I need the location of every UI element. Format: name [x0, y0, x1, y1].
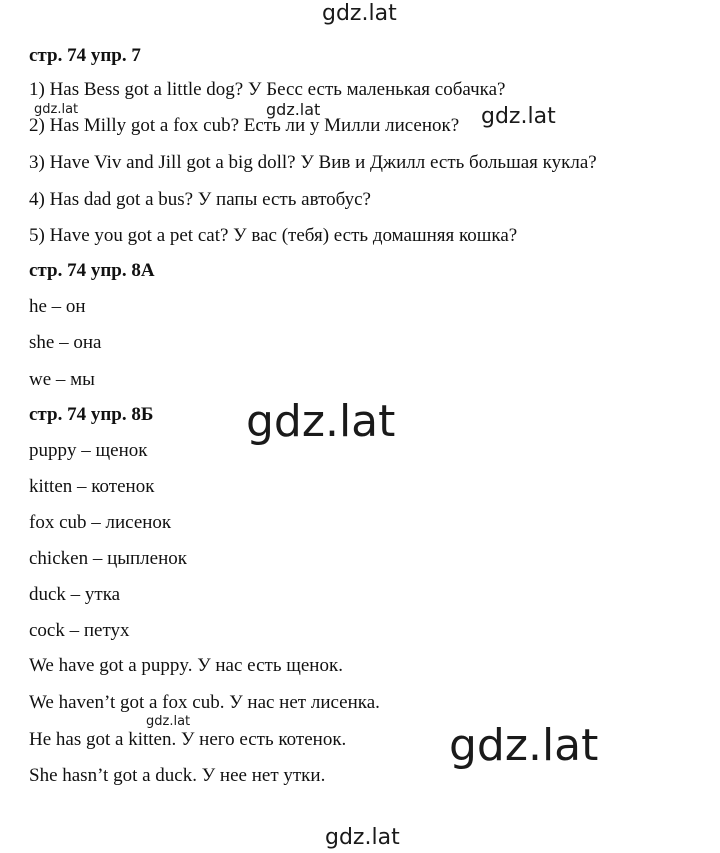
answer-line: he – он: [29, 296, 86, 317]
answer-line: fox cub – лисенок: [29, 512, 172, 533]
watermark-large: gdz.lat: [449, 720, 599, 771]
answer-line: she – она: [29, 332, 102, 353]
watermark-top: gdz.lat: [322, 1, 397, 26]
watermark-small: gdz.lat: [34, 102, 79, 117]
watermark-large: gdz.lat: [246, 396, 396, 447]
watermark-small: gdz.lat: [146, 714, 191, 729]
answer-line: She hasn’t got a duck. У нее нет утки.: [29, 765, 326, 786]
answer-line: duck – утка: [29, 584, 121, 605]
answer-line: 5) Have you got a pet cat? У вас (тебя) есть домашняя кошка?: [29, 225, 518, 246]
answer-line: cock – петух: [29, 620, 130, 641]
section-heading: стр. 74 упр. 8А: [29, 260, 155, 281]
answer-line: We haven’t got a fox cub. У нас нет лисенка.: [29, 692, 380, 713]
answer-line: kitten – котенок: [29, 476, 155, 497]
section-heading: стр. 74 упр. 7: [29, 45, 141, 66]
watermark-small: gdz.lat: [266, 100, 321, 119]
answer-line: we – мы: [29, 369, 95, 390]
answer-line: 2) Has Milly got a fox cub? Есть ли у Милли лисенок?: [29, 115, 460, 136]
answer-line: 3) Have Viv and Jill got a big doll? У Вив и Джилл есть большая кукла?: [29, 152, 597, 173]
answer-line: He has got a kitten. У него есть котенок.: [29, 729, 347, 750]
watermark-medium: gdz.lat: [481, 104, 556, 129]
answer-line: chicken – цыпленок: [29, 548, 187, 569]
watermark-bottom: gdz.lat: [325, 825, 400, 850]
section-heading: стр. 74 упр. 8Б: [29, 404, 154, 425]
answer-line: 4) Has dad got a bus? У папы есть автобус?: [29, 189, 371, 210]
answer-line: puppy – щенок: [29, 440, 148, 461]
answer-line: We have got a puppy. У нас есть щенок.: [29, 655, 343, 676]
answer-line: 1) Has Bess got a little dog? У Бесс есть маленькая собачка?: [29, 79, 506, 100]
